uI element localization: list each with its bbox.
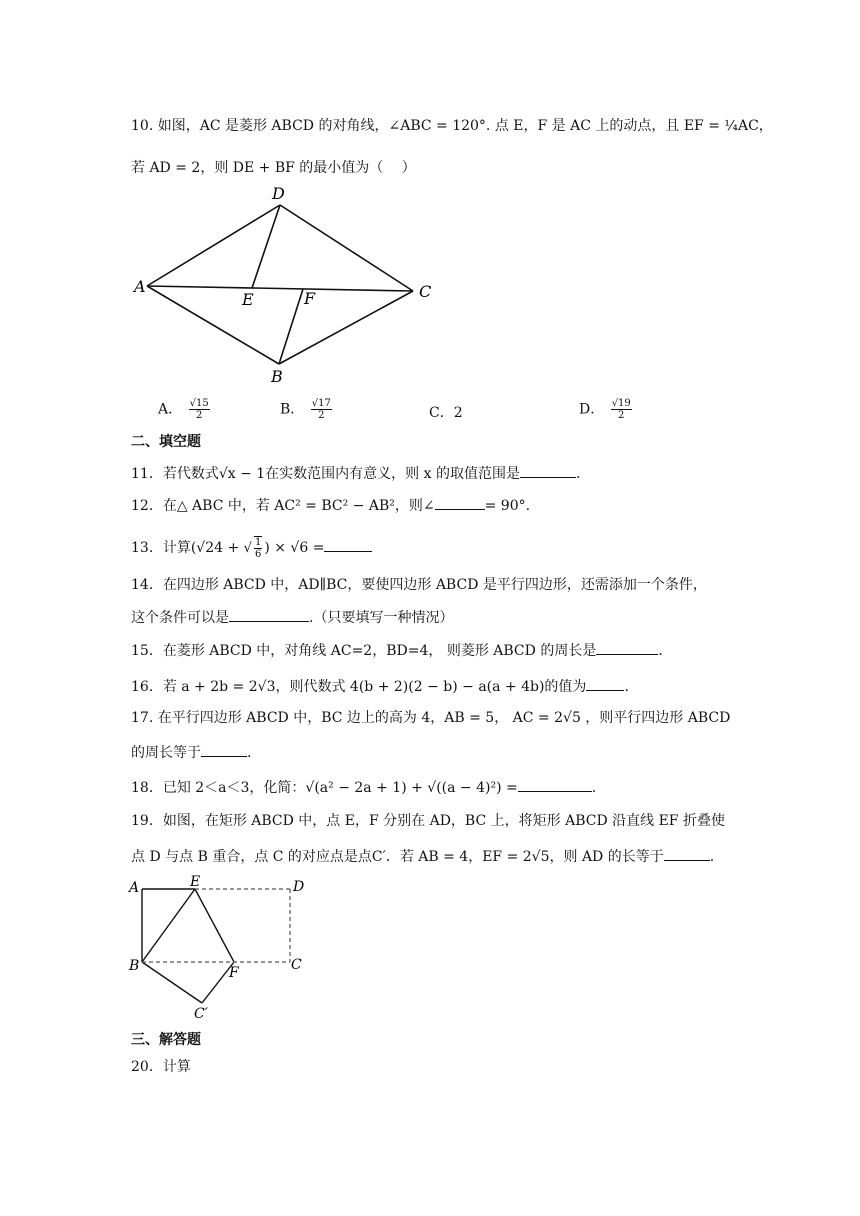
q11-blank — [520, 463, 576, 478]
option-a — [158, 398, 212, 421]
q12-text-a: 12．在△ ABC 中，若 AC² = BC² − AB²，则∠ — [131, 498, 435, 514]
q18 — [131, 777, 596, 798]
q14-line1: 14．在四边形 ABCD 中，AD∥BC，要使四边形 ABCD 是平行四边形，还需添加一个条件， — [131, 577, 707, 593]
q11-text: 11．若代数式√x − 1在实数范围内有意义，则 x 的取值范围是 — [131, 466, 520, 482]
q14-text-b: 这个条件可以是 — [131, 610, 229, 626]
q17-line1: 17. 在平行四边形 ABCD 中，BC 边上的高为 4，AB = 5， AC = 2√5 ，则平行四边形 ABCD — [131, 710, 731, 726]
option-a-letter: A． — [158, 401, 183, 418]
option-d-num: √19 — [611, 398, 631, 409]
rectangle-fold-figure — [126, 872, 316, 1022]
label-D: D — [272, 184, 285, 203]
q19-text-b: 点 D 与点 B 重合，点 C 的对应点是点C′．若 AB = 4，EF = 2√5，则 AD 的长等于 — [131, 849, 664, 865]
q18-blank — [518, 777, 592, 792]
option-d — [579, 398, 634, 421]
q13-text-b: ) × √6 = — [264, 540, 325, 556]
q13-frac-num: 1 — [254, 537, 262, 548]
q16-blank — [586, 676, 624, 691]
fig19-label-C: C — [291, 957, 302, 973]
q12-blank — [435, 495, 485, 510]
option-c-text: 2 — [453, 405, 463, 421]
option-c-letter: C． — [429, 405, 454, 421]
fig19-label-F: F — [229, 965, 239, 981]
q19-line2 — [131, 846, 714, 867]
q18-text: 18．已知 2＜a＜3，化简：√(a² − 2a + 1) + √((a − 4)²) = — [131, 780, 518, 796]
section-3-heading: 三、解答题 — [131, 1032, 201, 1048]
q12-text-b: = 90°. — [484, 498, 531, 514]
q20: 20．计算 — [131, 1059, 191, 1075]
q19-line1: 19．如图，在矩形 ABCD 中，点 E，F 分别在 AD，BC 上，将矩形 ABCD 沿直线 EF 折叠使 — [131, 813, 725, 829]
q10-line2: 若 AD = 2，则 DE + BF 的最小值为（ ） — [131, 160, 416, 176]
fig19-label-D: D — [293, 879, 305, 895]
option-d-frac — [611, 398, 632, 421]
label-B: B — [271, 367, 283, 386]
q15-period: . — [658, 643, 663, 659]
q16-period: . — [624, 679, 629, 695]
q17-line2 — [131, 742, 251, 763]
option-b-letter: B． — [280, 401, 305, 418]
q11 — [131, 463, 580, 484]
q13-frac — [254, 536, 262, 560]
fig19-label-C-prime: C′ — [194, 1006, 208, 1022]
fig19-label-B: B — [129, 958, 140, 974]
q14-text-c: .（只要填写一种情况） — [309, 610, 454, 626]
q19-blank — [664, 846, 710, 861]
option-c — [429, 402, 463, 422]
option-b-num: √17 — [311, 398, 331, 409]
option-b-frac — [311, 398, 332, 421]
q19-period: . — [709, 849, 715, 865]
label-E: E — [242, 290, 254, 309]
label-C: C — [419, 282, 432, 301]
label-F: F — [304, 289, 316, 308]
q15 — [131, 640, 663, 661]
q15-blank — [596, 640, 658, 655]
option-d-letter: D． — [579, 401, 605, 418]
option-b-den: 2 — [318, 410, 325, 421]
label-A: A — [134, 277, 146, 296]
option-a-num: √15 — [189, 398, 209, 409]
q13: 13．计算(√24 + √ $\frac{1}{6}$ ) × √6 = — [131, 536, 372, 560]
q12 — [131, 495, 530, 516]
q15-text: 15．在菱形 ABCD 中，对角线 AC=2，BD=4， 则菱形 ABCD 的周长是 — [131, 643, 597, 659]
option-a-frac — [189, 398, 210, 421]
q13-text-a: 13．计算(√24 + — [131, 540, 244, 556]
fig19-label-E: E — [190, 874, 201, 890]
option-a-den: 2 — [195, 410, 203, 421]
fig19-label-A: A — [129, 880, 140, 896]
option-b — [280, 398, 334, 421]
q16 — [131, 676, 629, 697]
q14-line2 — [131, 607, 453, 628]
q11-period: . — [575, 466, 581, 482]
q18-period: . — [591, 780, 597, 796]
q17-text-b: 的周长等于 — [131, 745, 201, 761]
q13-blank — [324, 537, 372, 552]
q10-line1: 10. 如图，AC 是菱形 ABCD 的对角线，∠ABC = 120°. 点 E，F 是 AC 上的动点，且 EF = ¼AC， — [131, 118, 773, 134]
option-d-den: 2 — [618, 410, 625, 421]
q14-blank — [229, 607, 309, 622]
q17-period: . — [247, 745, 252, 761]
q13-frac-den: 6 — [254, 549, 262, 560]
q17-blank — [201, 742, 247, 757]
q16-text: 16．若 a + 2b = 2√3，则代数式 4(b + 2)(2 − b) − a(a + 4b)的值为 — [131, 679, 587, 695]
rhombus-figure — [130, 182, 450, 387]
section-2-heading: 二、填空题 — [131, 434, 201, 450]
